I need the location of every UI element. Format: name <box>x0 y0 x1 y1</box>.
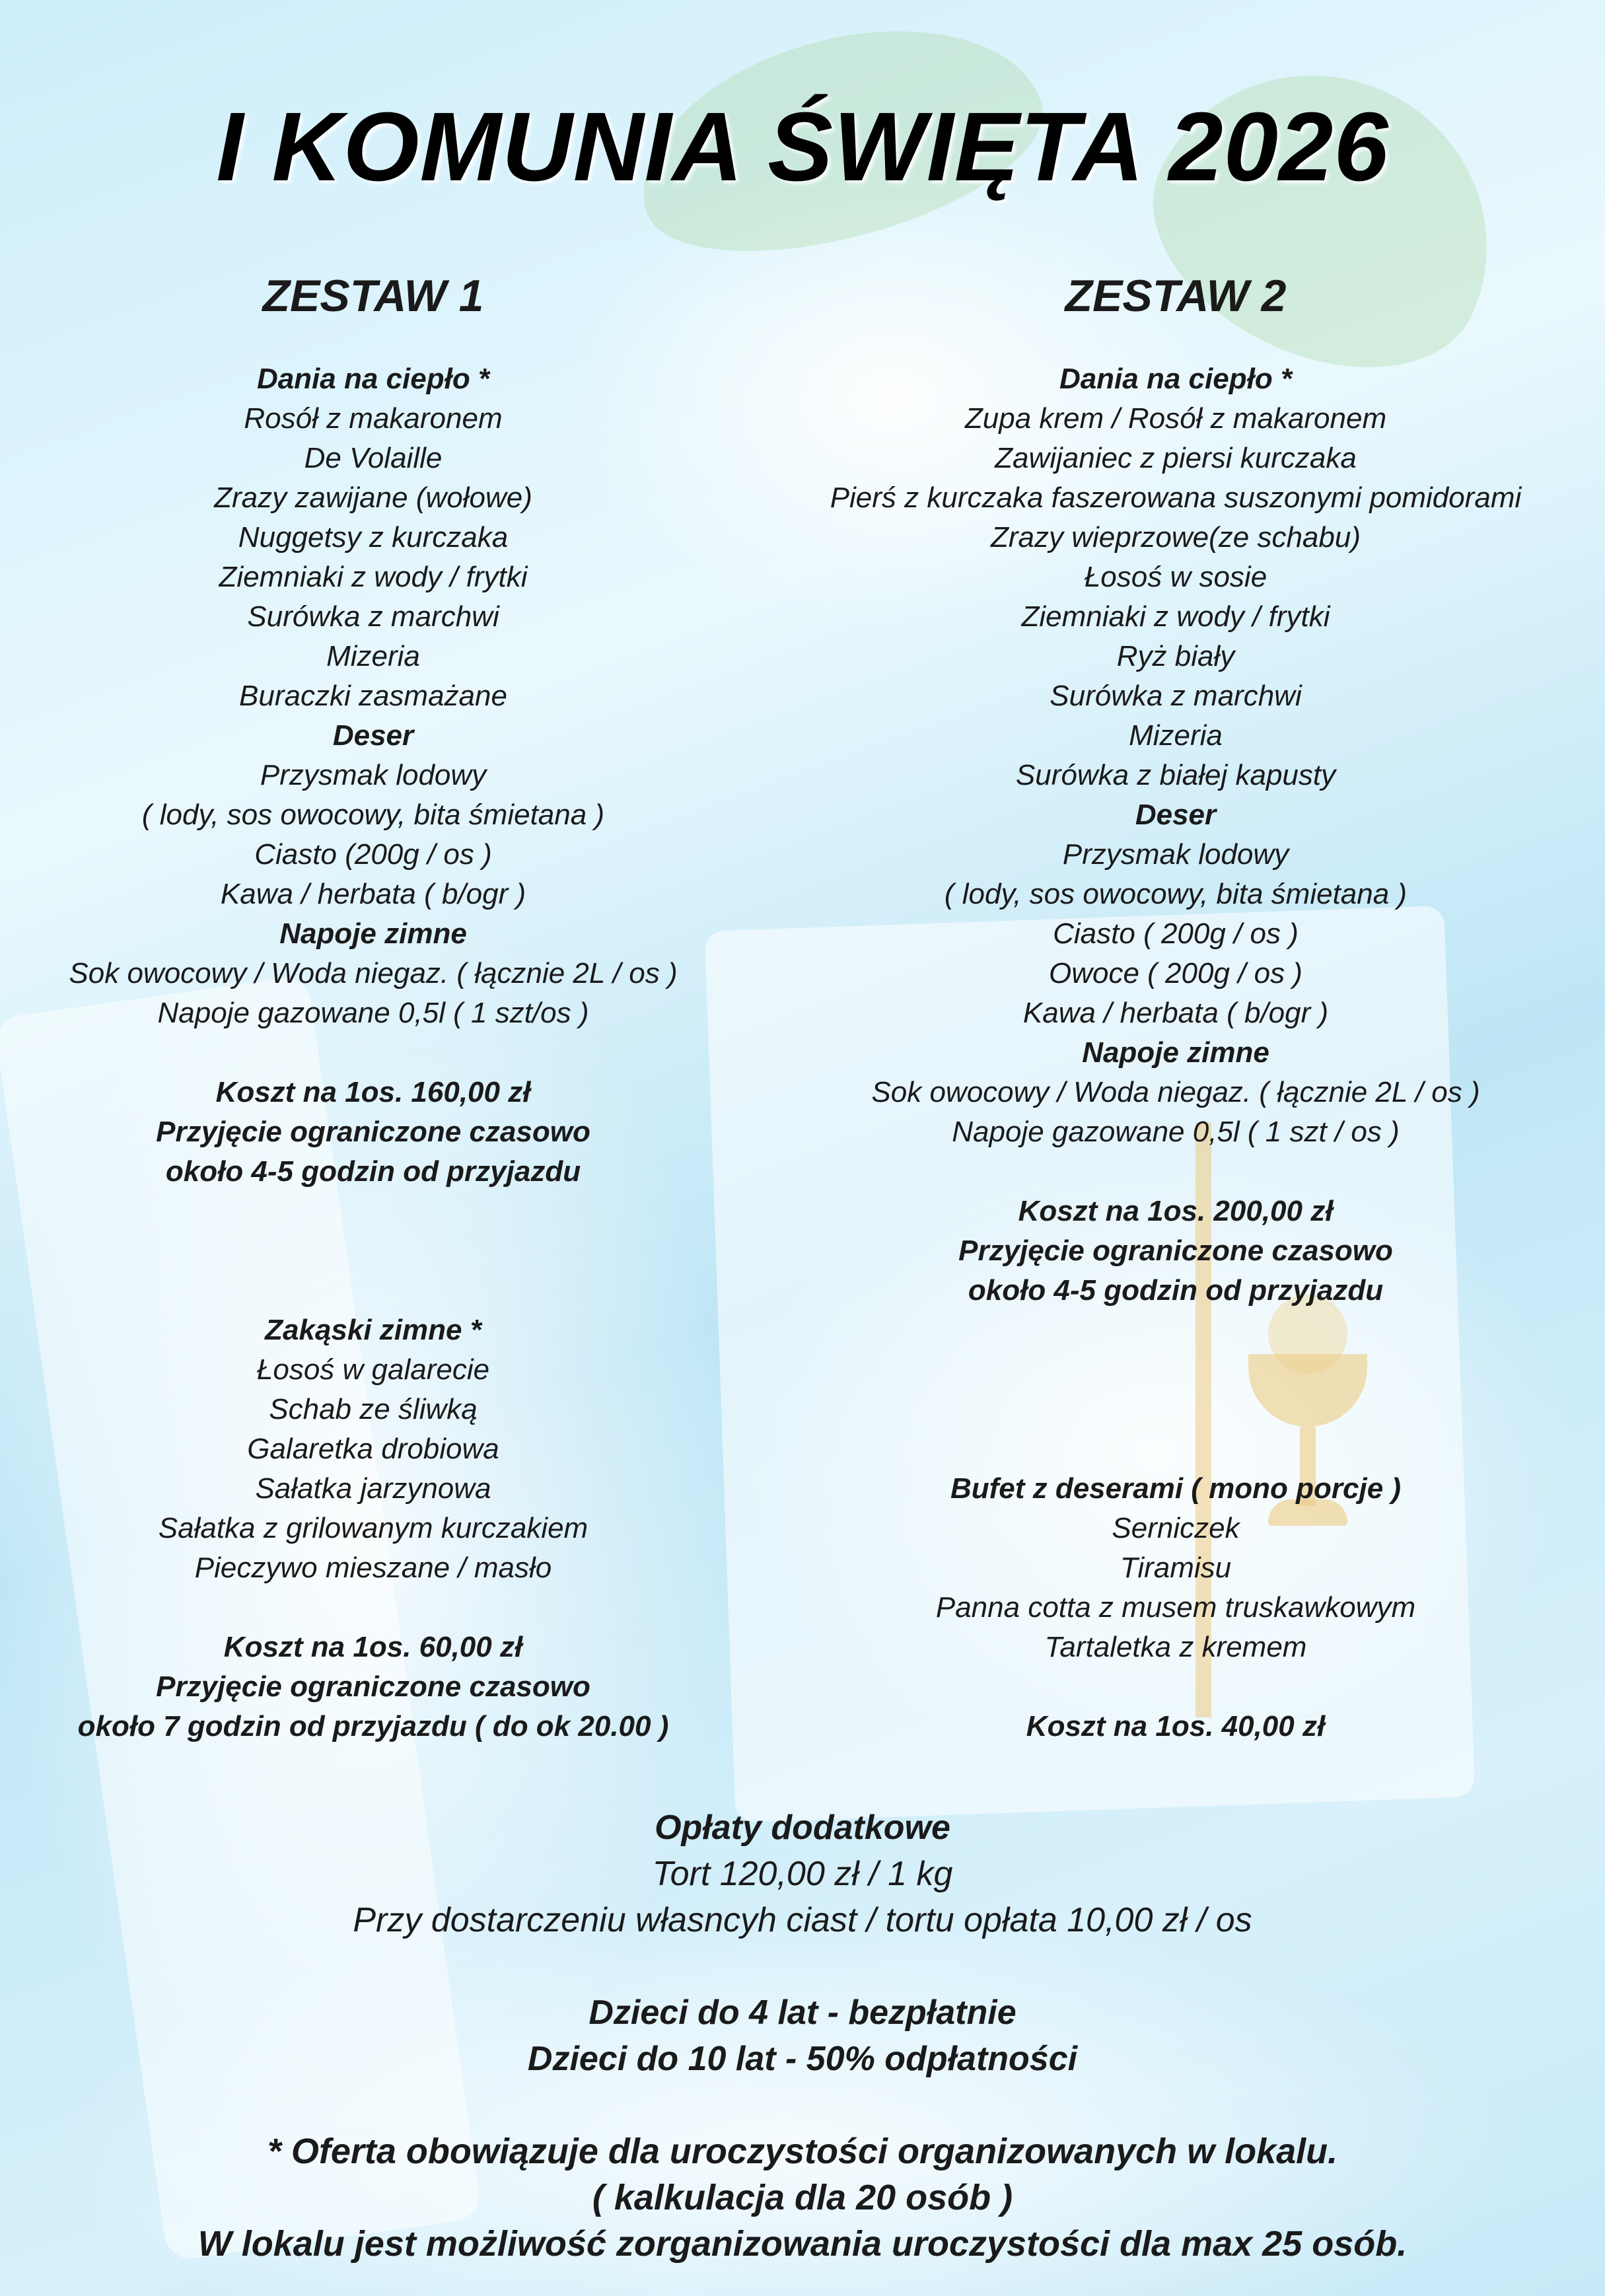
menu-item: Tartaletka z kremem <box>1044 1631 1307 1663</box>
deser-title: Deser <box>332 719 414 752</box>
menu-item: Tiramisu <box>1120 1552 1232 1584</box>
dania-title: Dania na ciepło * <box>1059 363 1293 395</box>
menu-item: Buraczki zasmażane <box>239 680 507 712</box>
menu-item: Zrazy wieprzowe(ze schabu) <box>991 521 1361 554</box>
menu-item: Ciasto ( 200g / os ) <box>1053 917 1299 950</box>
zakaski-title: Zakąski zimne * <box>265 1314 482 1346</box>
menu-item: Sok owocowy / Woda niegaz. ( łącznie 2L / os ) <box>69 957 678 989</box>
footer-note: W lokalu jest możliwość zorganizowania uroczystości dla max 25 osób. <box>197 2224 1408 2264</box>
bottom-section <box>0 1805 1605 2267</box>
menu-item: Przysmak lodowy <box>1062 838 1289 871</box>
bufet-title: Bufet z deserami ( mono porcje ) <box>950 1472 1402 1505</box>
price: Koszt na 1os. 200,00 zł <box>1018 1195 1334 1227</box>
info-text: około 4-5 godzin od przyjazdu <box>968 1274 1384 1307</box>
menu-item: ( lody, sos owocowy, bita śmietana ) <box>944 878 1408 910</box>
menu-item: Ciasto (200g / os ) <box>254 838 492 871</box>
napoje-title: Napoje zimne <box>279 917 467 950</box>
menu-item: Zupa krem / Rosół z makaronem <box>964 402 1387 435</box>
price: Koszt na 1os. 40,00 zł <box>1026 1710 1326 1742</box>
menu-item: Ziemniaki z wody / frytki <box>219 561 528 593</box>
info-text: Przyjęcie ograniczone czasowo <box>156 1670 590 1703</box>
footer-note: * Oferta obowiązuje dla uroczystości organizowanych w lokalu. <box>267 2132 1338 2171</box>
menu-item: Surówka z białej kapusty <box>1015 759 1336 791</box>
menu-item: Nuggetsy z kurczaka <box>238 521 509 554</box>
menu-item: Kawa / herbata ( b/ogr ) <box>1022 997 1329 1029</box>
menu-item: Owoce ( 200g / os ) <box>1049 957 1302 989</box>
menu-item: Panna cotta z musem truskawkowym <box>935 1591 1416 1624</box>
dzieci-info: Dzieci do 4 lat - bezpłatnie <box>588 1993 1017 2032</box>
zestaw-2-column <box>746 264 1605 1746</box>
footer-note: ( kalkulacja dla 20 osób ) <box>592 2178 1013 2217</box>
menu-item: Sok owocowy / Woda niegaz. ( łącznie 2L / os ) <box>871 1076 1480 1108</box>
menu-item: Pierś z kurczaka faszerowana suszonymi pomidorami <box>830 482 1522 514</box>
menu-item: Rosół z makaronem <box>244 402 503 435</box>
info-text: Przyjęcie ograniczone czasowo <box>156 1116 590 1148</box>
dzieci-info: Dzieci do 10 lat - 50% odpłatności <box>527 2040 1078 2078</box>
menu-item: Sałatka z grilowanym kurczakiem <box>158 1512 588 1544</box>
menu-item: Galaretka drobiowa <box>247 1433 499 1465</box>
price: Koszt na 1os. 160,00 zł <box>215 1076 531 1108</box>
menu-item: ( lody, sos owocowy, bita śmietana ) <box>141 799 605 831</box>
deser-title: Deser <box>1135 799 1217 831</box>
menu-item: Łosoś w galarecie <box>256 1353 490 1386</box>
menu-item: Serniczek <box>1112 1512 1240 1544</box>
zestaw-1-heading: ZESTAW 1 <box>262 271 484 321</box>
menu-item: Sałatka jarzynowa <box>255 1472 491 1505</box>
menu-item: Mizeria <box>326 640 420 672</box>
info-text: około 7 godzin od przyjazdu ( do ok 20.00 ) <box>77 1710 669 1742</box>
dania-title: Dania na ciepło * <box>256 363 490 395</box>
menu-item: Napoje gazowane 0,5l ( 1 szt / os ) <box>952 1116 1400 1148</box>
menu-item: Mizeria <box>1129 719 1223 752</box>
menu-item: Surówka z marchwi <box>247 600 499 633</box>
menu-item: Surówka z marchwi <box>1050 680 1302 712</box>
info-text: Przyjęcie ograniczone czasowo <box>958 1235 1393 1267</box>
menu-item: De Volaille <box>304 442 443 474</box>
info-text: około 4-5 godzin od przyjazdu <box>165 1155 581 1188</box>
menu-item: Zawijaniec z piersi kurczaka <box>995 442 1357 474</box>
page-title: I KOMUNIA ŚWIĘTA 2026 <box>216 92 1389 201</box>
oplaty-title: Opłaty dodatkowe <box>655 1809 950 1847</box>
price: Koszt na 1os. 60,00 zł <box>223 1631 523 1663</box>
menu-item: Ryż biały <box>1116 640 1235 672</box>
zestaw-1-column <box>0 264 746 1746</box>
ciasta-fee: Przy dostarczeniu własncyh ciast / tortu opłata 10,00 zł / os <box>353 1901 1252 1939</box>
tort-price: Tort 120,00 zł / 1 kg <box>652 1855 953 1893</box>
menu-item: Zrazy zawijane (wołowe) <box>214 482 532 514</box>
zestaw-2-heading: ZESTAW 2 <box>1065 271 1287 321</box>
menu-item: Kawa / herbata ( b/ogr ) <box>220 878 526 910</box>
napoje-title: Napoje zimne <box>1082 1036 1269 1069</box>
menu-item: Pieczywo mieszane / masło <box>194 1552 552 1584</box>
menu-item: Ziemniaki z wody / frytki <box>1021 600 1330 633</box>
menu-item: Napoje gazowane 0,5l ( 1 szt/os ) <box>157 997 589 1029</box>
menu-item: Przysmak lodowy <box>260 759 487 791</box>
menu-item: Łosoś w sosie <box>1084 561 1267 593</box>
menu-item: Schab ze śliwką <box>269 1393 478 1425</box>
